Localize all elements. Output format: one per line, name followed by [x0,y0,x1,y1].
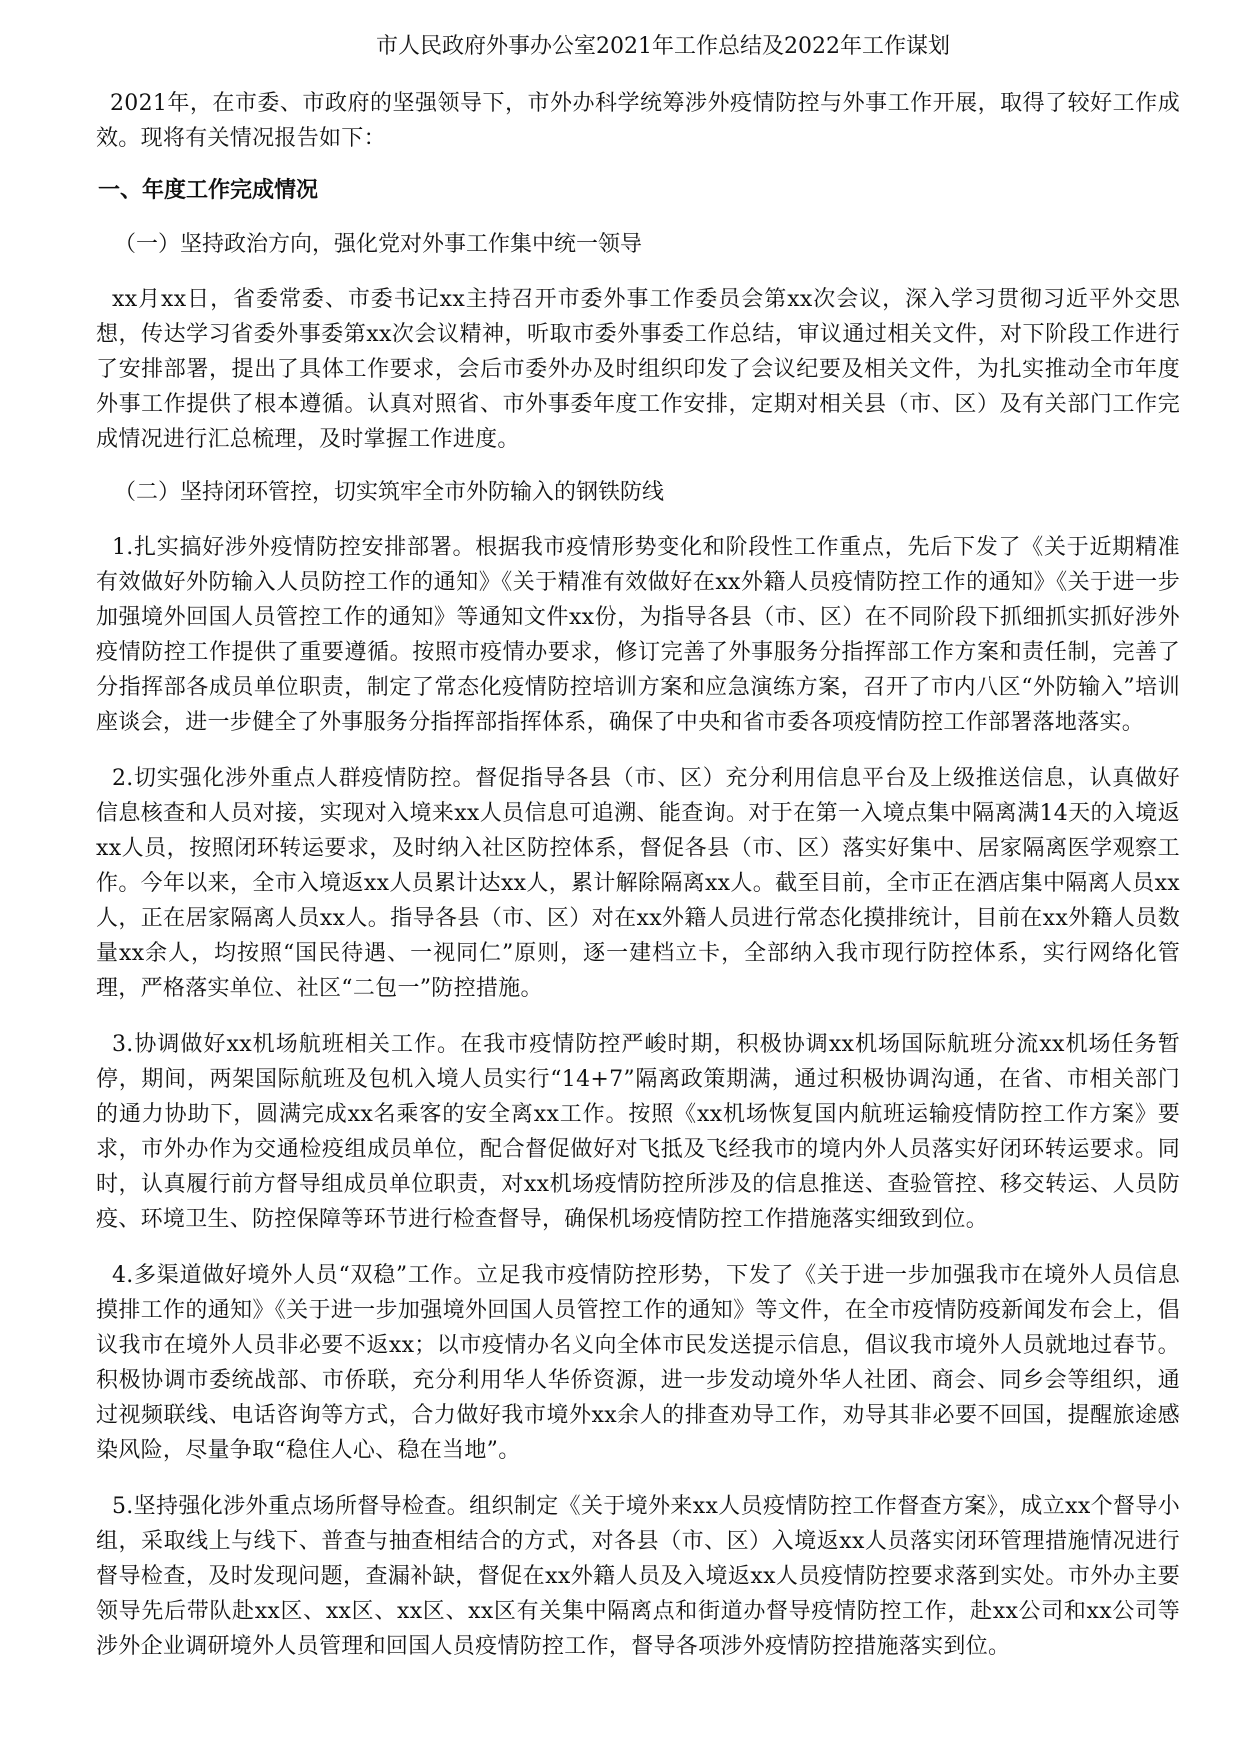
paragraph-item-4: 4.多渠道做好境外人员“双稳”工作。立足我市疫情防控形势，下发了《关于进一步加强我市在境外人员信息摸排工作的通知》《关于进一步加强境外回国人员管控工作的通知》等文件，在全市疫情防疫新闻发布会上，倡议我市在境外人员非必要不返xx；以市疫情办名义向全体市民发送提示信息，倡议我市境外人员就地过春节。积极协调市委统战部、市侨联，充分利用华人华侨资源，进一步发动境外华人社团、商会、同乡会等组织，通过视频联线、电话咨询等方式，合力做好我市境外xx余人的排查劝导工作，劝导其非必要不回国，提醒旅途感染风险，尽量争取“稳住人心、稳在当地”。 [96,1263,1180,1463]
paragraph-item-1: 1.扎实搞好涉外疫情防控安排部署。根据我市疫情形势变化和阶段性工作重点，先后下发了《关于近期精准有效做好外防输入人员防控工作的通知》《关于精准有效做好在xx外籍人员疫情防控工作的通知》《关于进一步加强境外回国人员管控工作的通知》等通知文件xx份，为指导各县（市、区）在不同阶段下抓细抓实抓好涉外疫情防控工作提供了重要遵循。按照市疫情办要求，修订完善了外事服务分指挥部工作方案和责任制，完善了分指挥部各成员单位职责，制定了常态化疫情防控培训方案和应急演练方案，召开了市内八区“外防输入”培训座谈会，进一步健全了外事服务分指挥部指挥体系，确保了中央和省市委各项疫情防控工作部署落地落实。 [96,535,1180,735]
section-heading-1: 一、年度工作完成情况 [98,178,319,203]
paragraph-item-5: 5.坚持强化涉外重点场所督导检查。组织制定《关于境外来xx人员疫情防控工作督查方案》，成立xx个督导小组，采取线上与线下、普查与抽查相结合的方式，对各县（市、区）入境返xx人员落实闭环管理措施情况进行督导检查，及时发现问题，查漏补缺，督促在xx外籍人员及入境返xx人员疫情防控要求落到实处。市外办主要领导先后带队赴xx区、xx区、xx区、xx区有关集中隔离点和街道办督导疫情防控工作，赴xx公司和xx公司等涉外企业调研境外人员管理和回国人员疫情防控工作，督导各项涉外疫情防控措施落实到位。 [96,1494,1180,1659]
paragraph-political-direction: xx月xx日，省委常委、市委书记xx主持召开市委外事工作委员会第xx次会议，深入学习贯彻习近平外交思想，传达学习省委外事委第xx次会议精神，听取市委外事委工作总结，审议通过相关文件，对下阶段工作进行了安排部署，提出了具体工作要求，会后市委外办及时组织印发了会议纪要及相关文件，为扎实推动全市年度外事工作提供了根本遵循。认真对照省、市外事委年度工作安排，定期对相关县（市、区）及有关部门工作完成情况进行汇总梳理，及时掌握工作进度。 [96,287,1180,452]
paragraph-item-2: 2.切实强化涉外重点人群疫情防控。督促指导各县（市、区）充分利用信息平台及上级推送信息，认真做好信息核查和人员对接，实现对入境来xx人员信息可追溯、能查询。对于在第一入境点集中隔离满14天的入境返xx人员，按照闭环转运要求，及时纳入社区防控体系，督促各县（市、区）落实好集中、居家隔离医学观察工作。今年以来，全市入境返xx人员累计达xx人，累计解除隔离xx人。截至目前，全市正在酒店集中隔离人员xx人，正在居家隔离人员xx人。指导各县（市、区）对在xx外籍人员进行常态化摸排统计，目前在xx外籍人员数量xx余人，均按照“国民待遇、一视同仁”原则，逐一建档立卡，全部纳入我市现行防控体系，实行网络化管理，严格落实单位、社区“二包一”防控措施。 [96,766,1180,1001]
subsection-heading-2: （二）坚持闭环管控，切实筑牢全市外防输入的钢铁防线 [114,480,665,505]
document-title: 市人民政府外事办公室2021年工作总结及2022年工作谋划 [376,34,950,59]
intro-paragraph: 2021年，在市委、市政府的坚强领导下，市外办科学统筹涉外疫情防控与外事工作开展，取得了较好工作成效。现将有关情况报告如下： [96,91,1180,151]
paragraph-item-3: 3.协调做好xx机场航班相关工作。在我市疫情防控严峻时期，积极协调xx机场国际航班分流xx机场任务暂停，期间，两架国际航班及包机入境人员实行“14+7”隔离政策期满，通过积极协调沟通，在省、市相关部门的通力协助下，圆满完成xx名乘客的安全离xx工作。按照《xx机场恢复国内航班运输疫情防控工作方案》要求，市外办作为交通检疫组成员单位，配合督促做好对飞抵及飞经我市的境内外人员落实好闭环转运要求。同时，认真履行前方督导组成员单位职责，对xx机场疫情防控所涉及的信息推送、查验管控、移交转运、人员防疫、环境卫生、防控保障等环节进行检查督导，确保机场疫情防控工作措施落实细致到位。 [96,1032,1180,1232]
subsection-heading-1: （一）坚持政治方向，强化党对外事工作集中统一领导 [114,232,643,257]
